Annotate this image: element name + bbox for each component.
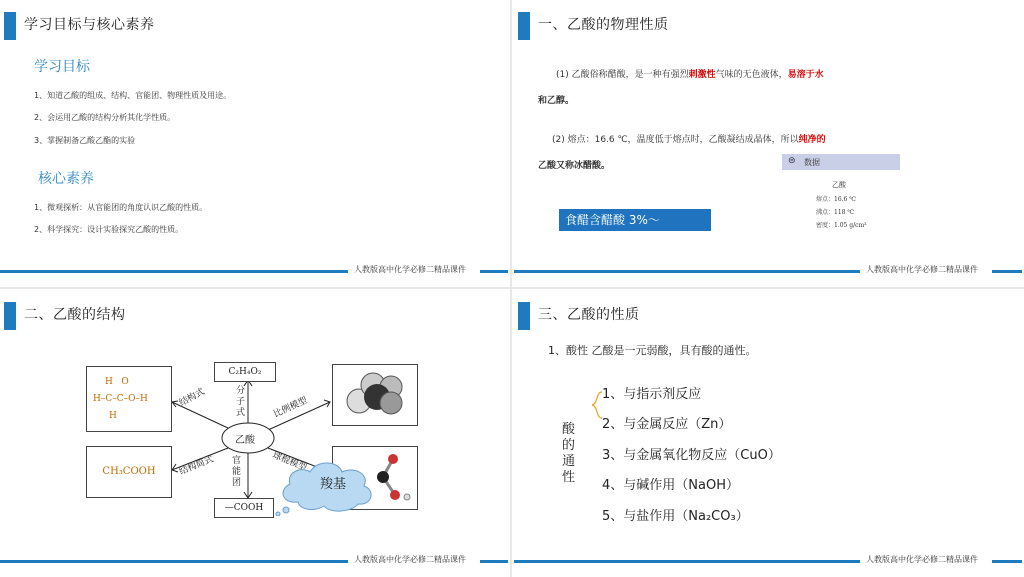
slide-properties[interactable]: [514, 290, 1022, 576]
footer-text: 人教版高中化学必修二精品课件: [354, 555, 466, 564]
footer-text: 人教版高中化学必修二精品课件: [866, 265, 978, 274]
title-accent-bar: [518, 302, 530, 330]
space-filling-model-image: [333, 365, 417, 425]
label-functional: 官能团: [232, 456, 242, 488]
slide-title: 三、乙酸的性质: [538, 307, 640, 323]
structural-formula-box: H O H–C–C–O–H H: [86, 366, 172, 432]
slide-title: 学习目标与核心素养: [24, 17, 155, 33]
space-filling-model-box: [332, 364, 418, 426]
center-node: 乙酸: [235, 435, 255, 446]
footer-text: 人教版高中化学必修二精品课件: [866, 555, 978, 564]
paragraph-2-line-1: (2) 熔点：16.6 ℃，温度低于熔点时，乙酸凝结成晶体，所以纯净的: [552, 135, 826, 145]
slide-divider-horizontal: [0, 287, 1024, 289]
data-card-header: ⊜ 数据: [782, 154, 900, 170]
core-item: 2、科学探究：设计实验探究乙酸的性质。: [34, 225, 184, 234]
acidity-intro: 1、酸性 乙酸是一元弱酸，具有酸的通性。: [548, 344, 757, 357]
label-space-filling: 比例模型: [272, 395, 310, 421]
slide-title: 一、乙酸的物理性质: [538, 17, 669, 33]
vinegar-banner: 食醋含醋酸 3%～: [559, 209, 711, 231]
label-structural: 结构式: [177, 387, 207, 409]
carboxyl-label: 羧基: [320, 477, 347, 492]
core-item: 1、微观探析：从官能团的角度认识乙酸的性质。: [34, 203, 208, 212]
goal-item: 3、掌握制备乙酸乙酯的实验: [34, 136, 136, 145]
paragraph-1-line-2: 和乙醇。: [538, 96, 575, 106]
title-accent-bar: [518, 12, 530, 40]
slide-physical-properties[interactable]: [514, 0, 1022, 286]
molecular-formula-box: C₂H₄O₂: [214, 362, 276, 382]
goal-item: 2、会运用乙酸的结构分析其化学性质。: [34, 113, 176, 122]
label-simple: 结构简式: [178, 454, 216, 478]
paragraph-1-line-1: (1) 乙酸俗称醋酸，是一种有强烈刺激性气味的无色液体，易溶于水: [556, 70, 824, 80]
functional-group-box: —COOH: [214, 498, 274, 518]
label-ball-stick: 球棍模型: [270, 450, 309, 474]
vertical-label: 酸 的 通 性: [562, 422, 576, 485]
property-item: 5、与盐作用（Na₂CO₃）: [602, 509, 749, 524]
data-icon: ⊜: [788, 156, 796, 166]
slide-structure[interactable]: [0, 290, 508, 576]
data-card: ⊜ 数据 乙酸 熔点：16.6 ℃ 沸点：118 ℃ 密度：1.05 g/cm³: [782, 154, 900, 234]
footer-text: 人教版高中化学必修二精品课件: [354, 265, 466, 274]
goals-heading: 学习目标: [34, 59, 90, 75]
paragraph-2-line-2: 乙酸又称冰醋酸。: [538, 161, 611, 171]
slide-learning-goals[interactable]: [0, 0, 508, 286]
property-item: 2、与金属反应（Zn）: [602, 417, 732, 432]
property-item: 4、与碱作用（NaOH）: [602, 478, 739, 493]
property-item: 3、与金属氧化物反应（CuO）: [602, 448, 781, 463]
slide-title: 二、乙酸的结构: [24, 307, 126, 323]
goal-item: 1、知道乙酸的组成、结构、官能团、物理性质及用途。: [34, 91, 232, 100]
simple-formula-box: CH₃COOH: [86, 446, 172, 498]
core-heading: 核心素养: [38, 171, 94, 187]
property-item: 1、与指示剂反应: [602, 387, 702, 402]
title-accent-bar: [4, 12, 16, 40]
label-molecular: 分子式: [236, 386, 246, 418]
